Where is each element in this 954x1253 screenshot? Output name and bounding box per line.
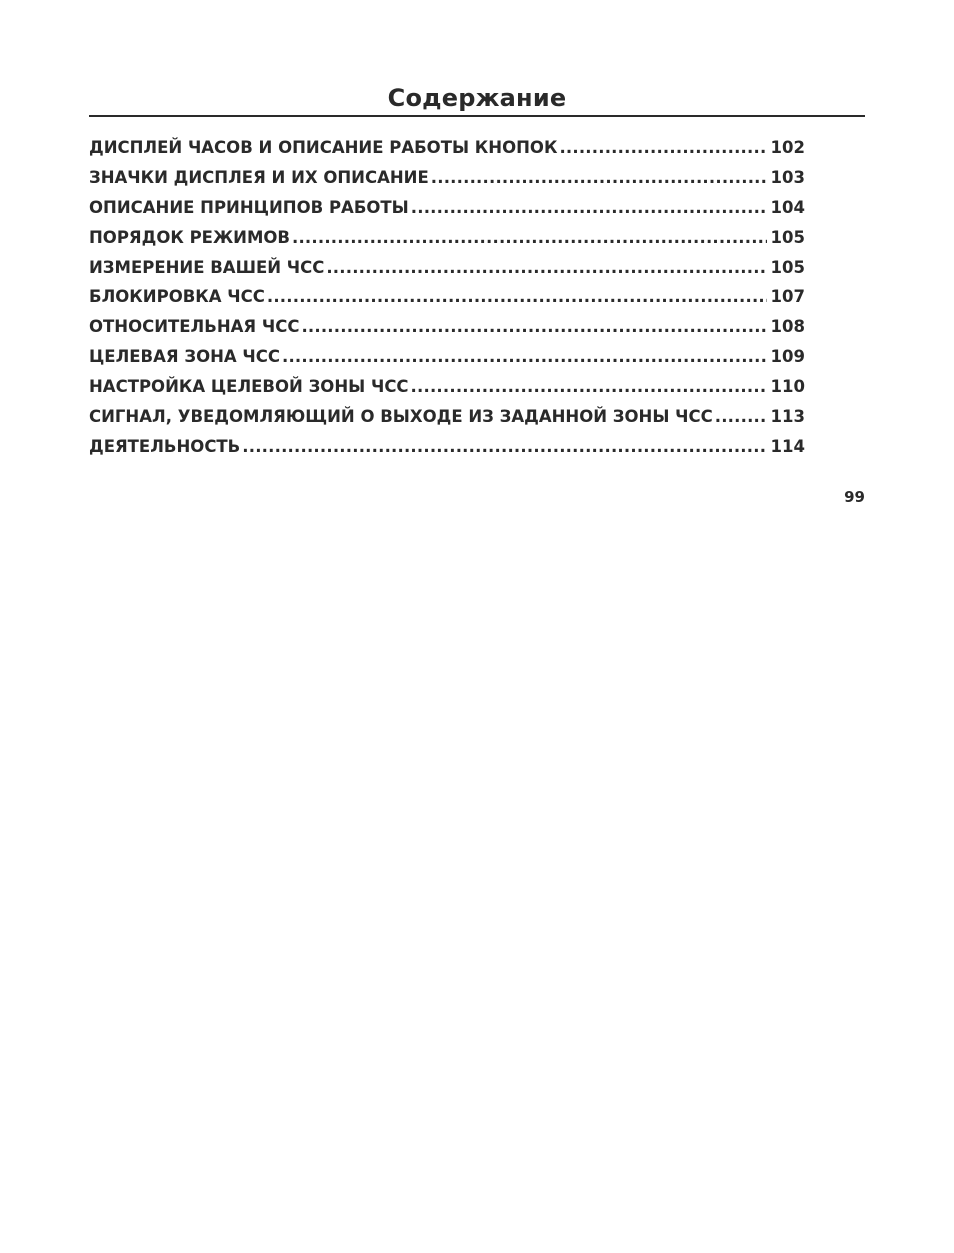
toc-entry-title: ДИСПЛЕЙ ЧАСОВ И ОПИСАНИЕ РАБОТЫ КНОПОК (89, 138, 558, 157)
toc-leader-dots (242, 432, 767, 462)
toc-entry[interactable] (89, 342, 805, 372)
toc-leader-dots (715, 402, 767, 432)
toc-entry-page: 114 (770, 436, 805, 456)
toc-entry-page: 109 (770, 347, 805, 367)
toc-entry-page: 105 (770, 227, 805, 247)
toc-entry-title: ОПИСАНИЕ ПРИНЦИПОВ РАБОТЫ (89, 197, 409, 217)
toc-leader-dots (292, 223, 767, 253)
toc-entry-title: ИЗМЕРЕНИЕ ВАШЕЙ ЧСС (89, 257, 325, 277)
toc-entry-title: БЛОКИРОВКА ЧСС (89, 287, 265, 307)
toc-entry[interactable] (89, 402, 805, 432)
toc-entry-title: ЦЕЛЕВАЯ ЗОНА ЧСС (89, 347, 280, 367)
toc-leader-dots (431, 163, 767, 193)
toc-entry-page: 108 (770, 317, 805, 337)
toc-entry-title: ПОРЯДОК РЕЖИМОВ (89, 227, 290, 247)
table-of-contents (89, 133, 805, 462)
toc-entry-page: 113 (770, 407, 805, 427)
toc-leader-dots (301, 312, 767, 342)
toc-entry-page: 103 (770, 167, 805, 187)
toc-entry[interactable] (89, 193, 805, 223)
toc-entry[interactable] (89, 223, 805, 253)
toc-leader-dots (411, 372, 767, 402)
toc-leader-dots (411, 193, 767, 223)
toc-entry-page: 105 (770, 257, 805, 277)
toc-entry-title: ОТНОСИТЕЛЬНАЯ ЧСС (89, 317, 300, 337)
toc-entry-page: 107 (770, 287, 805, 307)
toc-entry-page: 110 (770, 377, 805, 397)
toc-entry[interactable] (89, 432, 805, 462)
toc-entry[interactable] (89, 163, 805, 193)
toc-entry[interactable] (89, 312, 805, 342)
toc-leader-dots (326, 253, 767, 283)
toc-entry-page: 104 (770, 197, 805, 217)
title-rule (89, 115, 865, 117)
toc-entry-title: НАСТРОЙКА ЦЕЛЕВОЙ ЗОНЫ ЧСС (89, 377, 409, 397)
toc-entry[interactable] (89, 282, 805, 312)
toc-leader-dots (282, 342, 767, 372)
toc-leader-dots (559, 133, 767, 163)
toc-entry-title: ЗНАЧКИ ДИСПЛЕЯ И ИХ ОПИСАНИЕ (89, 167, 429, 187)
toc-leader-dots (267, 282, 767, 312)
toc-entry[interactable] (89, 253, 805, 283)
toc-entry-page: 102 (770, 138, 805, 157)
page-number: 99 (844, 488, 865, 506)
toc-entry[interactable] (89, 133, 805, 163)
toc-entry-title: ДЕЯТЕЛЬНОСТЬ (89, 436, 241, 456)
page-title: Содержание (387, 84, 567, 112)
toc-entry-title: СИГНАЛ, УВЕДОМЛЯЮЩИЙ О ВЫХОДЕ ИЗ ЗАДАННОЙ ЗОНЫ ЧСС (89, 407, 713, 427)
toc-entry[interactable] (89, 372, 805, 402)
